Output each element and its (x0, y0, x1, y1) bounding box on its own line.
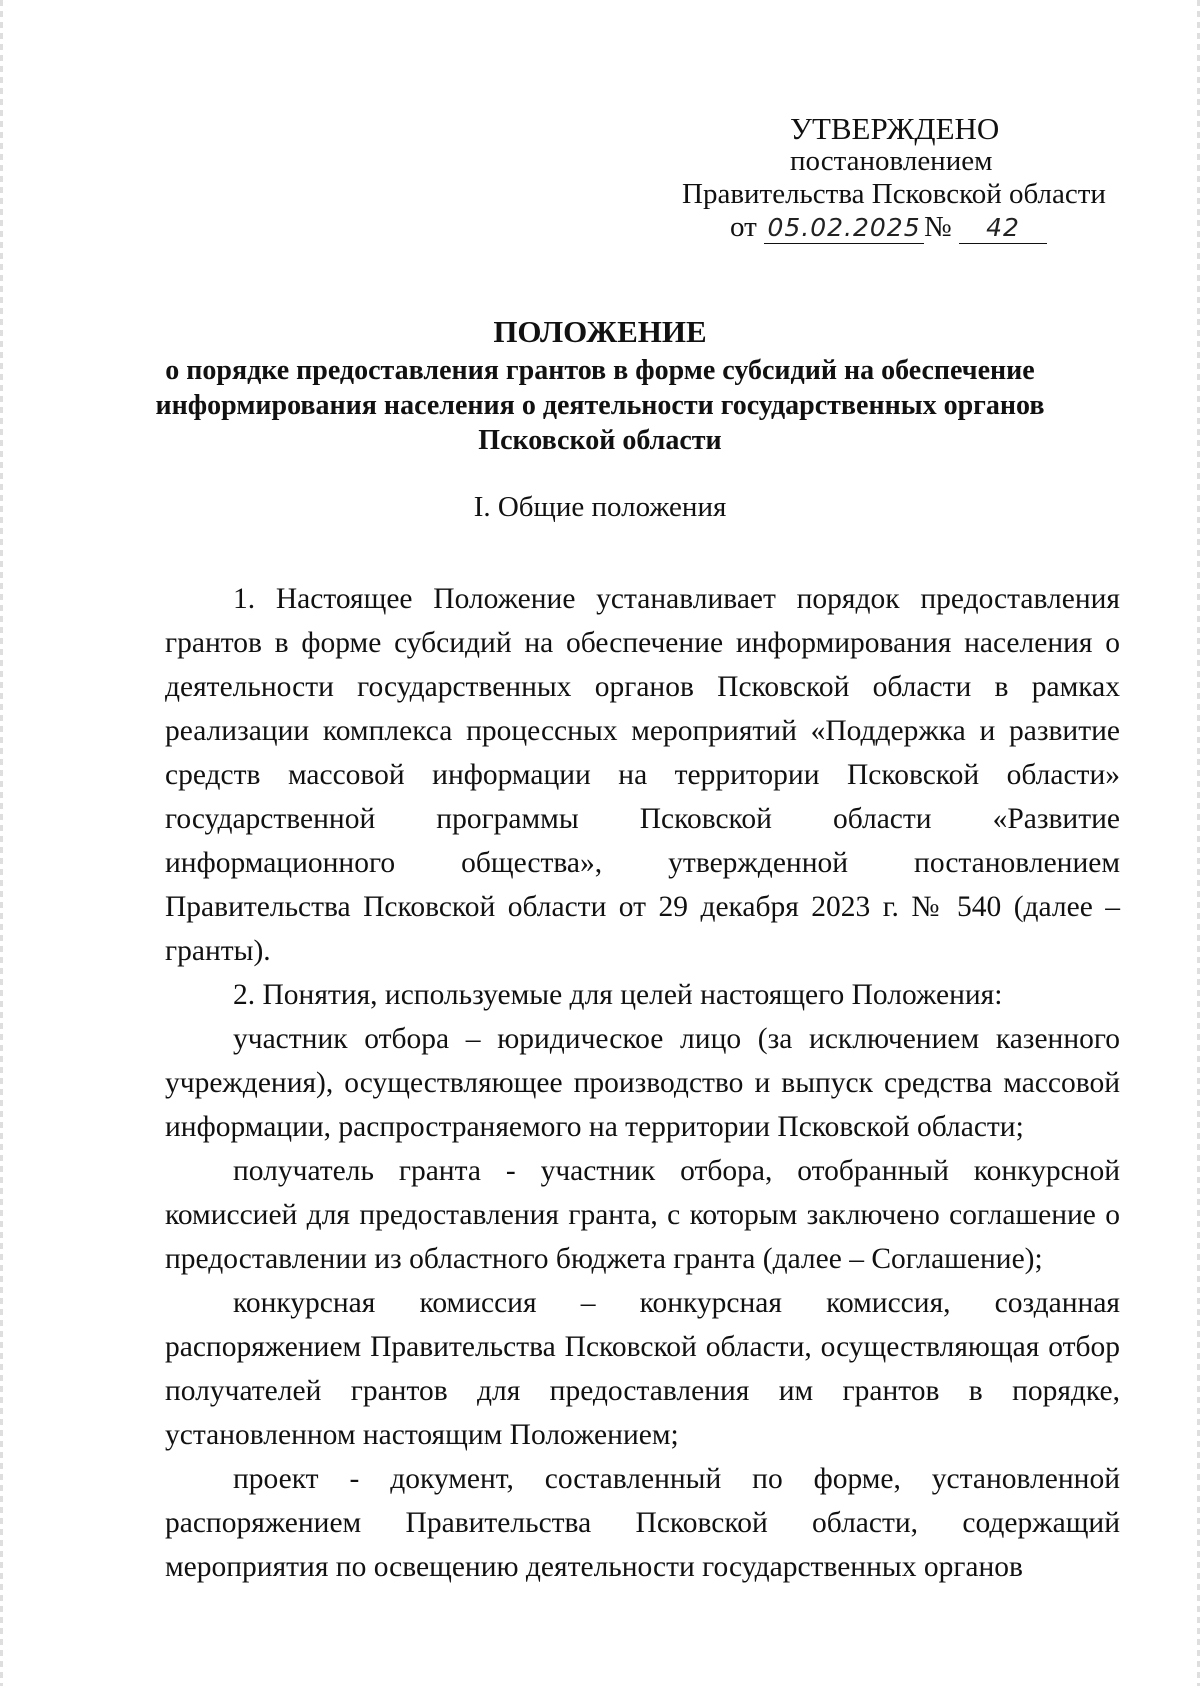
date-field (764, 213, 924, 244)
approved-label: УТВЕРЖДЕНО (790, 111, 1000, 146)
date-prefix: от (730, 211, 757, 243)
scan-edge-left (0, 0, 3, 1686)
paragraph-5: конкурсная комиссия – конкурсная комиссия, созданная распоряжением Правительства Псковской области, осуществляющая отбор получателей грантов для предоставления им грантов в порядке, установленном настоящим Положением; (165, 1287, 1120, 1451)
resolution-label: постановлением (790, 145, 993, 177)
section-heading: I. Общие положения (473, 491, 727, 523)
title-main: ПОЛОЖЕНИЕ (493, 314, 707, 349)
paragraph-4: получатель гранта - участник отбора, отобранный конкурсной комиссией для предоставления гранта, с которым заключено соглашение о предоставлении из областного бюджета гранта (далее – Соглашение); (165, 1155, 1120, 1275)
handwritten-date: 05.02.2025 (767, 213, 921, 242)
document-title (140, 313, 1060, 458)
title-sub-line-1: о порядке предоставления грантов в форме субсидий на обеспечение (165, 355, 1035, 386)
handwritten-number: 42 (986, 213, 1020, 242)
paragraph-2: 2. Понятия, используемые для целей настоящего Положения: (233, 979, 1003, 1011)
number-sign: № (924, 211, 952, 243)
paragraph-6: проект - документ, составленный по форме, установленной распоряжением Правительства Псковской области, содержащий мероприятия по освещению деятельности государственных органов (165, 1463, 1120, 1583)
document-body (165, 577, 1120, 1589)
approval-stamp-block (600, 112, 1160, 251)
government-label: Правительства Псковской области (682, 178, 1106, 210)
paragraph-1: 1. Настоящее Положение устанавливает порядок предоставления грантов в форме субсидий на обеспечение информирования населения о деятельности государственных органов Псковской области в рамках реализации комплекса процессных мероприятий «Поддержка и развитие средств массовой информации на территории Псковской области» государственной программы Псковской области «Развитие информационного общества», утвержденной постановлением Правительства Псковской области от 29 декабря 2023 г. № 540 (далее – гранты). (165, 583, 1120, 967)
date-number-line (600, 211, 1160, 251)
title-sub-line-2: информирования населения о деятельности государственных органов (155, 390, 1045, 421)
paragraph-3: участник отбора – юридическое лицо (за исключением казенного учреждения), осуществляющее производство и выпуск средства массовой информации, распространяемого на территории Псковской области; (165, 1023, 1120, 1143)
title-sub-line-3: Псковской области (478, 425, 722, 456)
number-field (959, 213, 1047, 244)
